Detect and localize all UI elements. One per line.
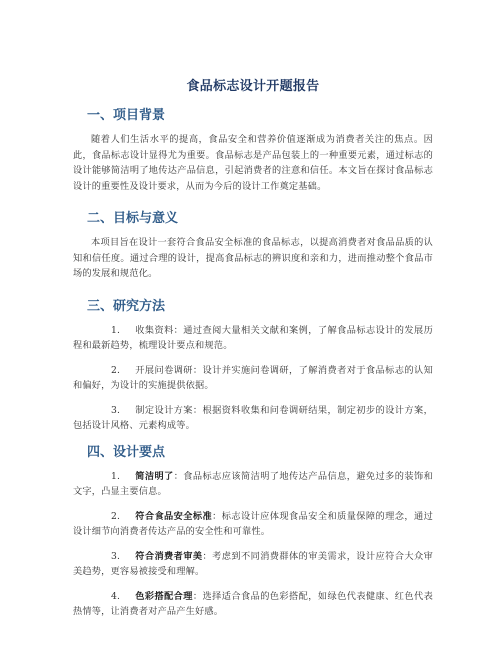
item-text: 收集资料：通过查阅大量相关文献和案例，了解食品标志设计的发展历程和最新趋势，梳理设计要点和规范。 [73, 324, 433, 351]
item-number: 1. [111, 324, 121, 336]
item-number: 3. [111, 404, 121, 416]
section-heading: 三、研究方法 [87, 298, 166, 314]
paragraph: 随着人们生活水平的提高，食品安全和营养价值逐渐成为消费者关注的焦点。因此，食品标志设计显得尤为重要。食品标志是产品包装上的一种重要元素，通过标志的设计能够简洁明了地传达产品信息，引起消费者的注意和信任。本文旨在探讨食品标志设计的重要性及设计要求，从而为今后的设计工作奠定基础。 [73, 134, 433, 192]
item-text: 制定设计方案：根据资料收集和问卷调研结果，制定初步的设计方案，包括设计风格、元素构成等。 [73, 404, 433, 431]
list-item [73, 589, 433, 620]
methods-list [73, 323, 433, 434]
item-number: 4. [111, 590, 121, 602]
item-text: ：标志设计应体现食品安全和质量保障的理念，通过设计细节向消费者传达产品的安全性和可靠性。 [73, 510, 433, 537]
item-number: 2. [111, 364, 121, 376]
item-term: 简洁明了 [135, 470, 174, 482]
section-heading: 二、目标与意义 [87, 211, 179, 226]
section-design-points [73, 444, 433, 620]
list-item [73, 323, 433, 354]
list-item [73, 549, 433, 580]
item-text: ：食品标志应该简洁明了地传达产品信息，避免过多的装饰和文字，凸显主要信息。 [73, 470, 433, 497]
document-page [73, 78, 433, 630]
item-term: 符合食品安全标准 [135, 510, 213, 522]
section-heading: 四、设计要点 [87, 444, 166, 460]
list-item [73, 403, 433, 434]
design-points-list [73, 469, 433, 620]
item-term: 色彩搭配合理 [135, 590, 193, 602]
document-title: 食品标志设计开题报告 [186, 79, 320, 94]
item-text: 开展问卷调研：设计并实施问卷调研，了解消费者对于食品标志的认知和偏好，为设计的实施提供依据。 [73, 364, 433, 391]
item-number: 3. [111, 550, 121, 562]
list-item [73, 509, 433, 540]
list-item [73, 363, 433, 394]
section-heading: 一、项目背景 [87, 108, 166, 123]
item-number: 2. [111, 510, 121, 522]
item-term: 符合消费者审美 [135, 550, 203, 562]
item-text: ：选择适合食品的色彩搭配，如绿色代表健康、红色代表热情等，让消费者对产品产生好感。 [73, 590, 433, 617]
item-number: 1. [111, 470, 121, 482]
item-text: ：考虑到不同消费群体的审美需求，设计应符合大众审美趋势，更容易被接受和理解。 [73, 550, 433, 577]
list-item [73, 469, 433, 500]
section-methods [73, 298, 433, 434]
paragraph: 本项目旨在设计一套符合食品安全标准的食品标志，以提高消费者对食品品质的认知和信任度。通过合理的设计，提高食品标志的辨识度和亲和力，进而推动整个食品市场的发展和规范化。 [73, 237, 433, 279]
section-goals [73, 210, 433, 282]
section-background [73, 107, 433, 194]
